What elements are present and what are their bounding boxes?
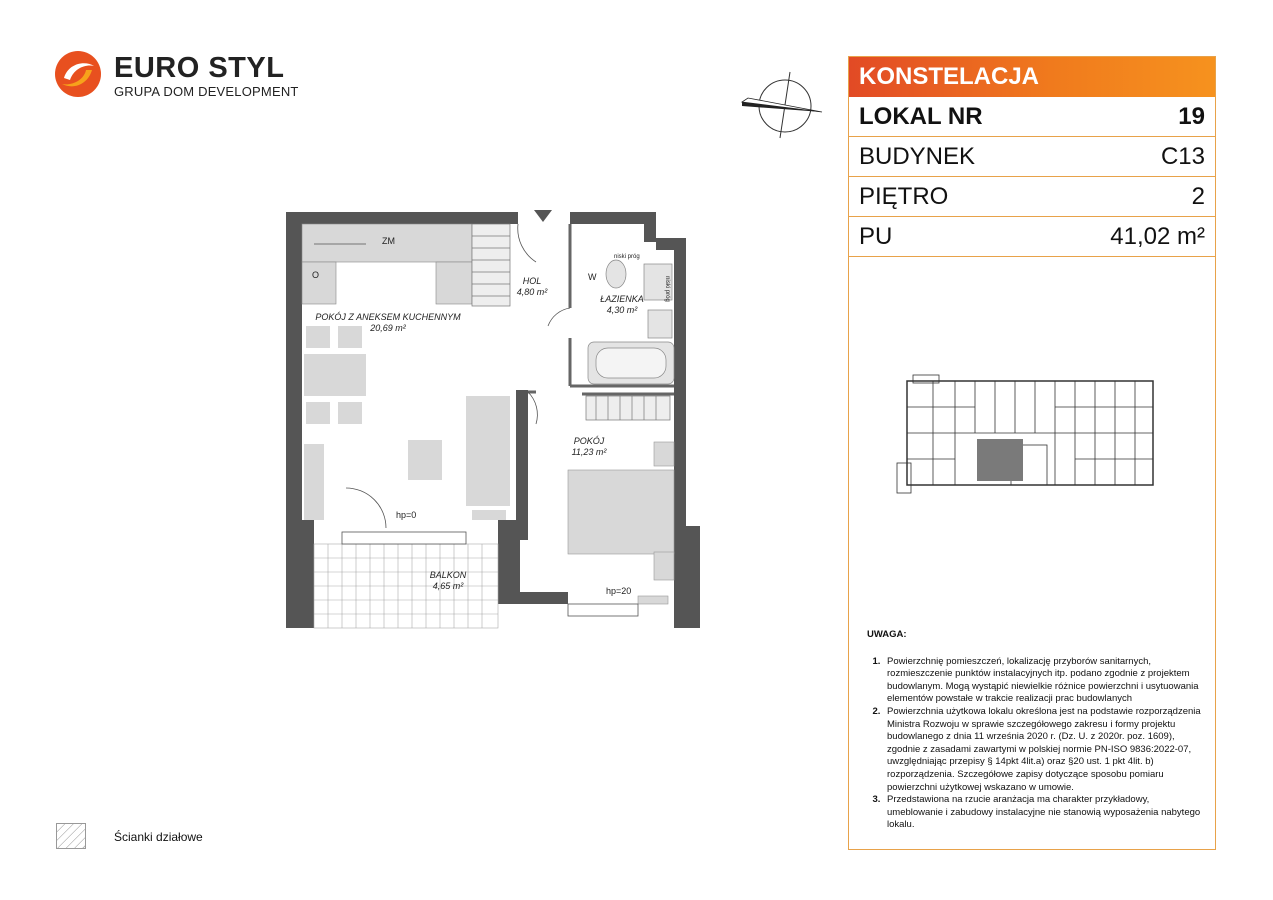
- brand-subtitle: GRUPA DOM DEVELOPMENT: [114, 84, 299, 99]
- mark-zm: ZM: [382, 236, 395, 246]
- mark-niski-prog-1: niski próg: [614, 254, 640, 260]
- note-item: 1. Powierzchnię pomieszczeń, lokalizację przyborów sanitarnych, rozmieszczenie punktów instalacyjnych itp. podano zgodnie z projektem budowlanym. Mogą wystąpić niewielkie różnice powierzchni i usytuowania elementów powstałe w trakcie realizacji prac budowlanych: [883, 656, 1207, 706]
- row-budynek: BUDYNEK C13: [849, 137, 1215, 177]
- project-name: KONSTELACJA: [849, 57, 1215, 97]
- brand-name: EURO STYL: [114, 52, 285, 84]
- mark-hp0: hp=0: [396, 510, 417, 520]
- room-label-pokoj-z-aneksem: POKÓJ Z ANEKSEM KUCHENNYM 20,69 m²: [315, 312, 461, 333]
- info-panel: [848, 56, 1216, 850]
- notes-title: UWAGA:: [867, 629, 907, 640]
- north-arrow-icon: [738, 70, 828, 140]
- floor-plan: [286, 208, 702, 630]
- legend-hatch-swatch: [56, 823, 86, 849]
- notes: [867, 629, 1207, 832]
- note-item: 3. Przedstawiona na rzucie aranżacja ma charakter przykładowy, umeblowanie i zabudowy instalacyjne nie stanowią wyposażenia nabytego lokalu.: [883, 794, 1207, 832]
- mark-hp20: hp=20: [606, 586, 632, 596]
- row-lokal: LOKAL NR 19: [849, 97, 1215, 137]
- room-label-balkon: BALKON 4,65 m²: [429, 570, 467, 591]
- legend-label: Ścianki działowe: [114, 830, 203, 844]
- building-key-plan: [893, 373, 1163, 499]
- row-pietro: PIĘTRO 2: [849, 177, 1215, 217]
- mark-w: W: [588, 272, 597, 282]
- room-label-pokoj: POKÓJ 11,23 m²: [571, 436, 607, 457]
- room-label-lazienka: ŁAZIENKA 4,30 m²: [600, 294, 644, 315]
- mark-niski-prog-2: niski próg: [663, 276, 670, 302]
- mark-o: O: [312, 270, 320, 280]
- note-item: 2. Powierzchnia użytkowa lokalu określona jest na podstawie rozporządzenia Ministra Rozwoju w sprawie szczegółowego zakresu i formy projektu budowlanego z dnia 11 września 2020 r. (Dz. U. z 2020r. poz. 1609), zgodnie z zasadami zawartymi w polskiej normie PN-ISO 9836:2022-07, uwzględniając przepisy § 14pkt 4lit.a) oraz §20 ust. 1 pkt 4lit. b) rozporządzenia. Szczegółowe zapisy dotyczące sposobu pomiaru powierzchni użytkowej wskazano w umowie.: [883, 706, 1207, 794]
- room-label-hol: HOL 4,80 m²: [516, 276, 548, 297]
- eurostyl-logo-icon: [54, 50, 102, 98]
- row-pu: PU 41,02 m²: [849, 217, 1215, 257]
